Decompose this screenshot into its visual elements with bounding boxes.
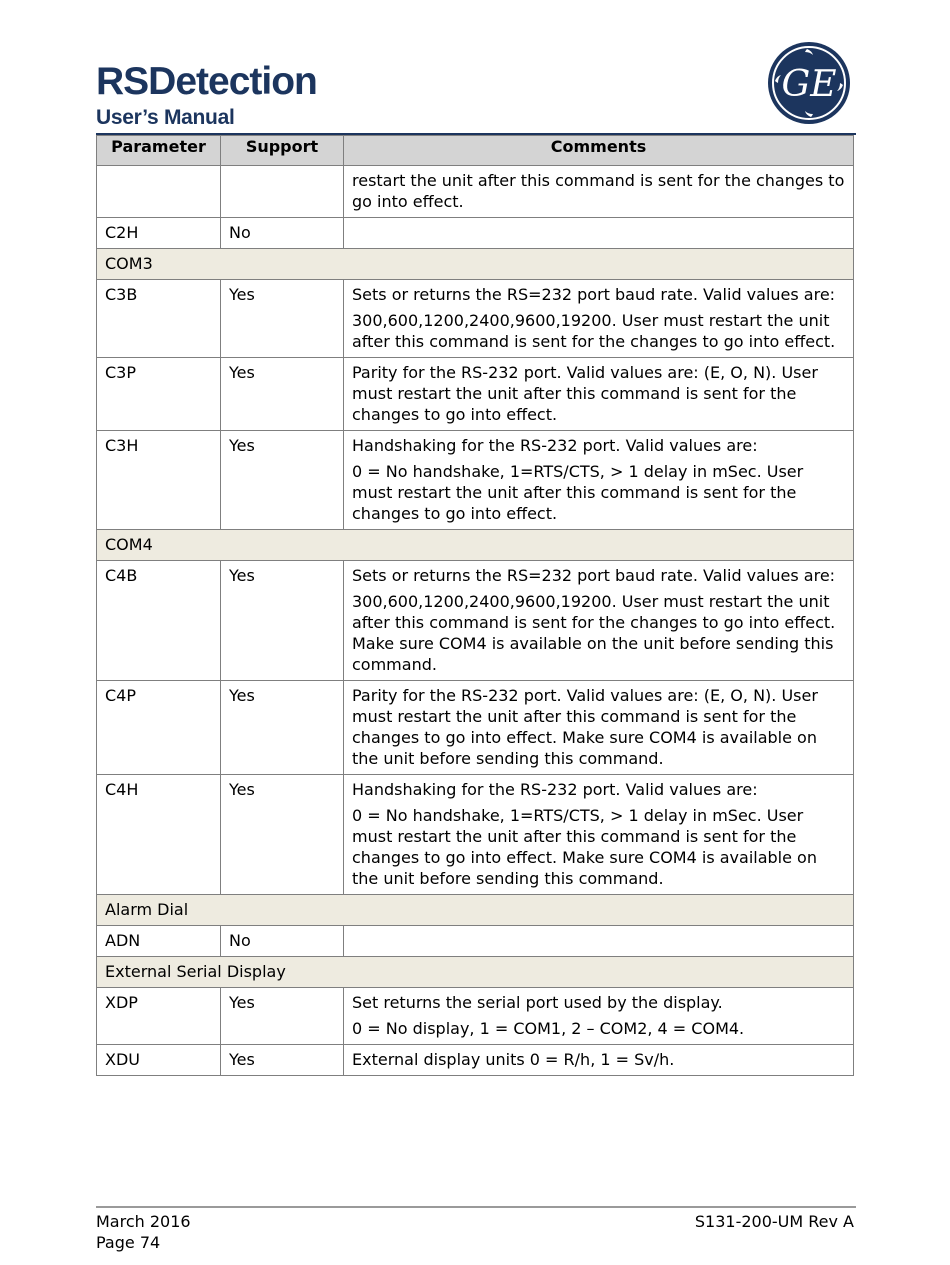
page-header [96, 58, 856, 138]
comment-text: restart the unit after this command is sent for the changes to go into effect. [352, 171, 845, 211]
table-row [97, 218, 854, 249]
comments-cell [344, 431, 854, 530]
comment-text: Handshaking for the RS-232 port. Valid values are: [352, 780, 758, 799]
comment-text: Sets or returns the RS=232 port baud rate. Valid values are: [352, 285, 836, 304]
support-cell: Yes [221, 1045, 344, 1076]
support-cell: Yes [221, 561, 344, 681]
footer-date: March 2016 [96, 1212, 191, 1231]
comment-text: Handshaking for the RS-232 port. Valid values are: [352, 436, 758, 455]
ge-logo [767, 41, 851, 125]
support-cell: Yes [221, 431, 344, 530]
comments-cell [344, 1045, 854, 1076]
comment-text: 300,600,1200,2400,9600,19200. User must restart the unit after this command is sent for the changes to go into effect. Make sure COM4 is available on the unit before sending this command. [352, 592, 836, 674]
logo-text: GE [781, 64, 837, 105]
section-row [97, 895, 854, 926]
section-row [97, 249, 854, 280]
comment-text: 300,600,1200,2400,9600,19200. User must restart the unit after this command is sent for the changes to go into effect. [352, 311, 836, 351]
parameter-cell: C3B [97, 280, 221, 358]
support-cell [221, 166, 344, 218]
table-row [97, 166, 854, 218]
support-cell: Yes [221, 775, 344, 895]
parameter-cell: C2H [97, 218, 221, 249]
parameter-cell: C3P [97, 358, 221, 431]
table-row [97, 1045, 854, 1076]
parameter-cell: C3H [97, 431, 221, 530]
section-label: COM4 [97, 530, 854, 561]
support-cell: Yes [221, 358, 344, 431]
document-title: RSDetection [96, 60, 317, 103]
comments-cell [344, 561, 854, 681]
comment-text: External display units 0 = R/h, 1 = Sv/h. [352, 1050, 675, 1069]
table-header-row [97, 136, 854, 166]
footer-rule [96, 1206, 856, 1208]
support-cell: Yes [221, 280, 344, 358]
section-label: COM3 [97, 249, 854, 280]
comments-cell [344, 280, 854, 358]
table-row [97, 775, 854, 895]
comments-cell [344, 926, 854, 957]
comments-cell [344, 988, 854, 1045]
comment-text: Parity for the RS-232 port. Valid values are: (E, O, N). User must restart the unit after this command is sent for the changes to go into effect. Make sure COM4 is available on the unit before sending this command. [352, 686, 818, 768]
comments-cell [344, 681, 854, 775]
parameter-cell: C4H [97, 775, 221, 895]
support-cell: No [221, 926, 344, 957]
footer-document-id: S131-200-UM Rev A [694, 1212, 854, 1231]
section-label: External Serial Display [97, 957, 854, 988]
table-row [97, 926, 854, 957]
comment-text: 0 = No handshake, 1=RTS/CTS, > 1 delay in mSec. User must restart the unit after this command is sent for the changes to go into effect. [352, 462, 804, 523]
comment-text: 0 = No display, 1 = COM1, 2 – COM2, 4 = COM4. [352, 1019, 745, 1038]
comment-text: Parity for the RS-232 port. Valid values are: (E, O, N). User must restart the unit after this command is sent for the changes to go into effect. [352, 363, 818, 424]
section-row [97, 530, 854, 561]
comments-cell [344, 218, 854, 249]
support-cell: Yes [221, 988, 344, 1045]
column-header-parameter: Parameter [97, 136, 221, 166]
comments-cell [344, 358, 854, 431]
table-row [97, 988, 854, 1045]
table-row [97, 358, 854, 431]
comment-text: 0 = No handshake, 1=RTS/CTS, > 1 delay in mSec. User must restart the unit after this command is sent for the changes to go into effect. Make sure COM4 is available on the unit before sending this command. [352, 806, 817, 888]
table-body [97, 166, 854, 1076]
column-header-support: Support [221, 136, 344, 166]
support-cell: Yes [221, 681, 344, 775]
support-cell: No [221, 218, 344, 249]
table-row [97, 561, 854, 681]
comments-cell [344, 775, 854, 895]
parameter-cell [97, 166, 221, 218]
parameter-cell: XDP [97, 988, 221, 1045]
parameter-cell: ADN [97, 926, 221, 957]
section-row [97, 957, 854, 988]
table-row [97, 431, 854, 530]
parameter-cell: C4B [97, 561, 221, 681]
table-row [97, 280, 854, 358]
parameter-table [96, 135, 854, 1076]
comments-cell [344, 166, 854, 218]
footer-page-number: Page 74 [96, 1233, 161, 1252]
table-row [97, 681, 854, 775]
parameter-cell: C4P [97, 681, 221, 775]
comment-text: Sets or returns the RS=232 port baud rate. Valid values are: [352, 566, 836, 585]
document-subtitle: User’s Manual [96, 106, 235, 129]
parameter-cell: XDU [97, 1045, 221, 1076]
column-header-comments: Comments [344, 136, 854, 166]
section-label: Alarm Dial [97, 895, 854, 926]
comment-text: Set returns the serial port used by the display. [352, 993, 723, 1012]
